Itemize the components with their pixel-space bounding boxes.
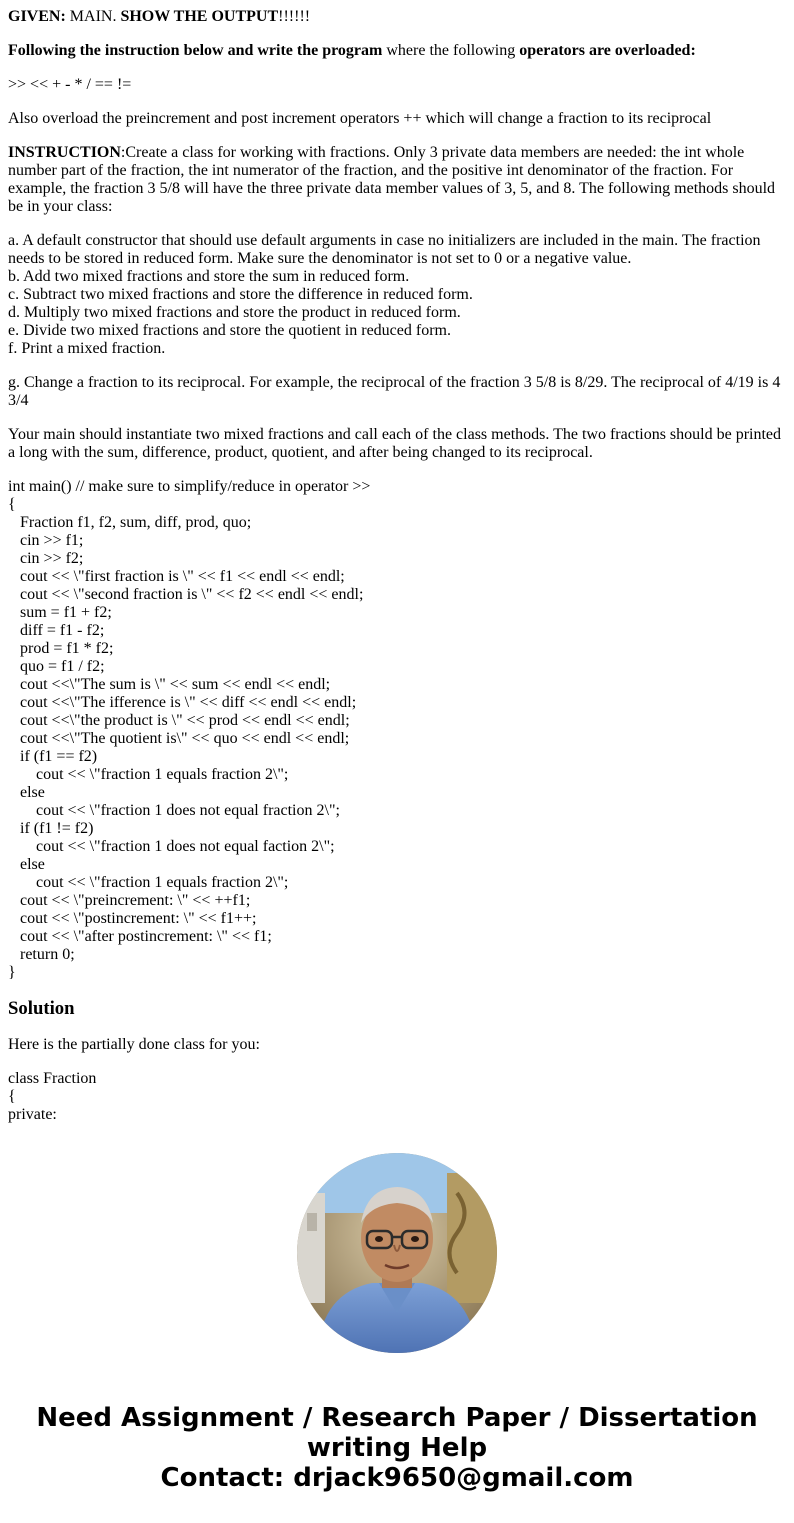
tutor-photo <box>297 1153 497 1353</box>
code-line: else <box>8 784 45 801</box>
instr-bold-1: Following the instruction below and write the program <box>8 42 383 59</box>
instr-bold-2: operators are overloaded: <box>519 42 696 59</box>
footer-contact <box>0 1403 794 1493</box>
reciprocal-paragraph: g. Change a fraction to its reciprocal. For example, the reciprocal of the fraction 3 5/8 is 8/29. The reciprocal of 4/19 is 4 3/4 <box>8 374 781 409</box>
avatar <box>297 1153 497 1353</box>
code-line: sum = f1 + f2; <box>8 604 112 621</box>
instr-mid: where the following <box>382 42 520 59</box>
code-line: cout << \"fraction 1 does not equal fraction 2\"; <box>8 802 340 819</box>
footer-line-1: Need Assignment / Research Paper / Dissertation <box>36 1403 758 1433</box>
code-line: } <box>8 964 16 981</box>
method-item: c. Subtract two mixed fractions and store the difference in reduced form. <box>8 286 473 303</box>
operators-line: >> << + - * / == != <box>8 76 132 93</box>
code-line: cout << \"fraction 1 does not equal faction 2\"; <box>8 838 335 855</box>
overload-increment: Also overload the preincrement and post increment operators ++ which will change a fraction to its reciprocal <box>8 110 712 127</box>
show-output: SHOW THE OUTPUT <box>120 8 279 25</box>
footer-line-2: writing Help <box>306 1433 488 1463</box>
code-line: prod = f1 * f2; <box>8 640 114 657</box>
code-line: private: <box>8 1106 57 1123</box>
code-line: if (f1 != f2) <box>8 820 94 837</box>
instruction-paragraph <box>8 144 786 216</box>
exclaim: !!!!!! <box>278 8 311 25</box>
code-line: cout << \"postincrement: \" << f1++; <box>8 910 257 927</box>
code-line: { <box>8 1088 16 1105</box>
code-line: cout << \"first fraction is \" << f1 << endl << endl; <box>8 568 345 585</box>
method-item: a. A default constructor that should use default arguments in case no initializers are included in the main. The fraction needs to be stored in reduced form. Make sure the denominator is not set to 0 or a negative value. <box>8 232 761 267</box>
code-line: cin >> f1; <box>8 532 84 549</box>
code-line: cout <<\"The quotient is\" << quo << endl << endl; <box>8 730 350 747</box>
given-text: MAIN. <box>65 8 121 25</box>
solution-intro: Here is the partially done class for you: <box>8 1036 260 1053</box>
code-line: cout <<\"The ifference is \" << diff << endl << endl; <box>8 694 357 711</box>
instruction-text: :Create a class for working with fractions. Only 3 private data members are needed: the int whole number part of the fraction, the int numerator of the fraction, and the positive int denominator of the fraction. For example, the fraction 3 5/8 will have the three private data member values of 3, 5, and 8. The following methods should be in your class: <box>8 144 776 215</box>
methods-list <box>8 232 786 358</box>
solution-code <box>8 1070 786 1123</box>
given-label: GIVEN: <box>8 8 66 25</box>
code-line: cout << \"fraction 1 equals fraction 2\"; <box>8 874 289 891</box>
code-line: cin >> f2; <box>8 550 84 567</box>
given-line <box>8 8 786 26</box>
footer-line-3: Contact: drjack9650@gmail.com <box>160 1463 634 1493</box>
code-line: return 0; <box>8 946 75 963</box>
instruction-line <box>8 42 786 60</box>
code-line: cout << \"fraction 1 equals fraction 2\"; <box>8 766 289 783</box>
code-line: cout << \"after postincrement: \" << f1; <box>8 928 272 945</box>
method-item: d. Multiply two mixed fractions and store the product in reduced form. <box>8 304 461 321</box>
main-description: Your main should instantiate two mixed fractions and call each of the class methods. The two fractions should be printed a long with the sum, difference, product, quotient, and after being changed to its reciprocal. <box>8 426 782 461</box>
method-item: b. Add two mixed fractions and store the sum in reduced form. <box>8 268 410 285</box>
code-line: cout << \"preincrement: \" << ++f1; <box>8 892 251 909</box>
main-code <box>8 478 786 982</box>
solution-heading: Solution <box>8 998 75 1019</box>
code-line: Fraction f1, f2, sum, diff, prod, quo; <box>8 514 252 531</box>
code-line: else <box>8 856 45 873</box>
method-item: f. Print a mixed fraction. <box>8 340 166 357</box>
code-line: cout <<\"The sum is \" << sum << endl << endl; <box>8 676 331 693</box>
code-line: { <box>8 496 16 513</box>
instruction-label: INSTRUCTION <box>8 144 121 161</box>
code-line: int main() // make sure to simplify/reduce in operator >> <box>8 478 371 495</box>
code-line: class Fraction <box>8 1070 97 1087</box>
question-content <box>8 0 786 1123</box>
code-line: quo = f1 / f2; <box>8 658 105 675</box>
code-line: cout <<\"the product is \" << prod << endl << endl; <box>8 712 350 729</box>
code-line: if (f1 == f2) <box>8 748 98 765</box>
method-item: e. Divide two mixed fractions and store the quotient in reduced form. <box>8 322 451 339</box>
code-line: cout << \"second fraction is \" << f2 << endl << endl; <box>8 586 364 603</box>
code-line: diff = f1 - f2; <box>8 622 105 639</box>
